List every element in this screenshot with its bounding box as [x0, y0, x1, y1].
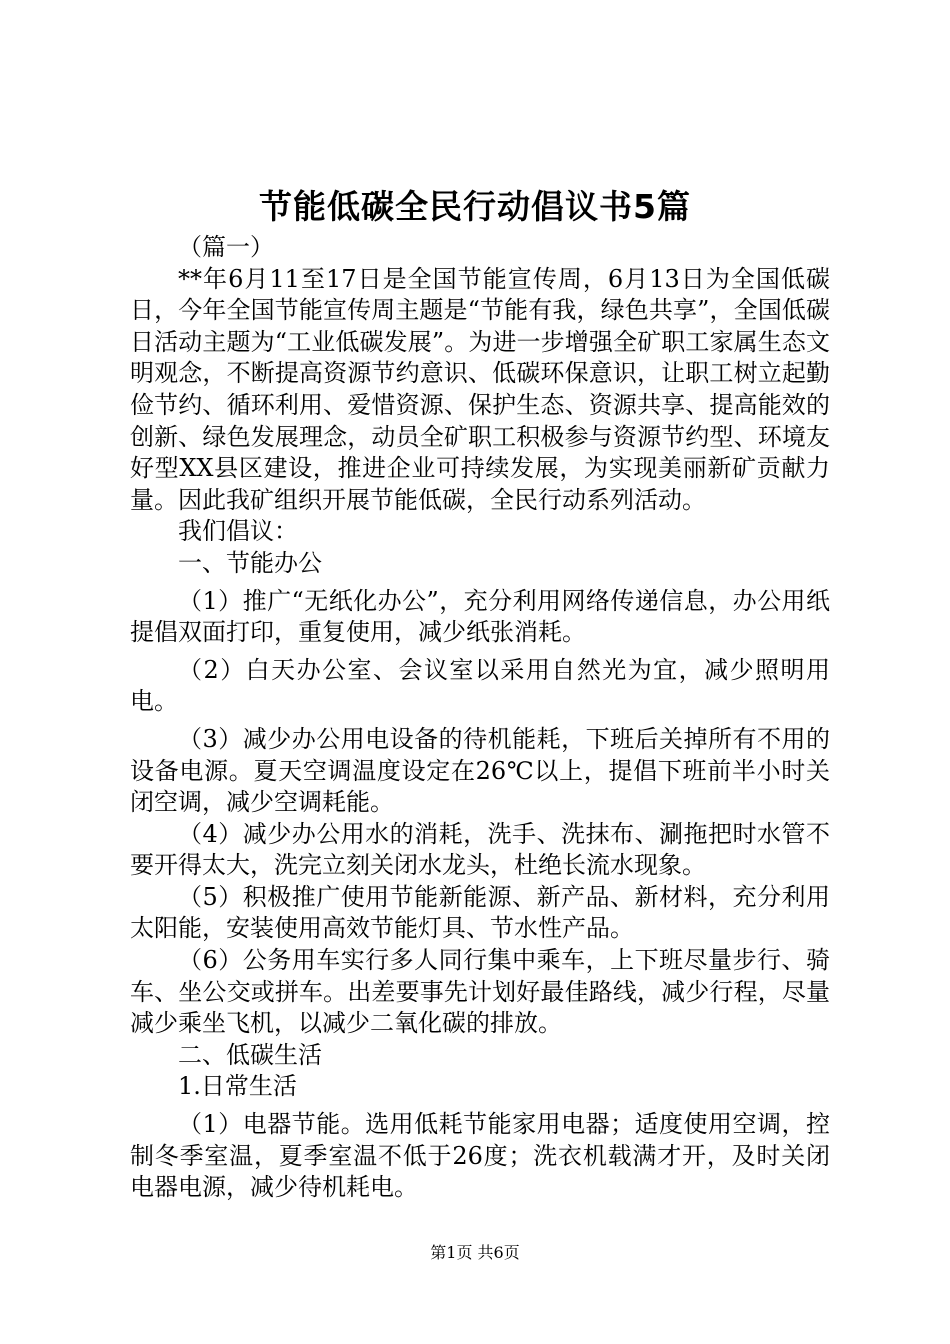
section-heading-office: 一、节能办公	[178, 548, 322, 577]
list-item: （3）减少办公用电设备的待机能耗，下班后关掉所有不用的设备电源。夏天空调温度设定在26℃以上，提倡下班前半小时关闭空调，减少空调耗能。	[130, 724, 830, 817]
list-item: （1）电器节能。选用低耗节能家用电器；适度使用空调，控制冬季室温，夏季室温不低于26度；洗衣机载满才开，及时关闭电器电源，减少待机耗电。	[130, 1110, 830, 1202]
document-title: 节能低碳全民行动倡议书5篇	[259, 187, 691, 226]
list-item: （1）推广“无纸化办公”，充分利用网络传递信息，办公用纸提倡双面打印，重复使用，减少纸张消耗。	[130, 586, 830, 647]
section-label: （篇一）	[178, 233, 274, 261]
list-item: （4）减少办公用水的消耗，洗手、洗抹布、涮拖把时水管不要开得太大，洗完立刻关闭水龙头，杜绝长流水现象。	[130, 819, 830, 880]
proposal-heading: 我们倡议：	[178, 517, 298, 546]
list-item: （6）公务用车实行多人同行集中乘车，上下班尽量步行、骑车、坐公交或拼车。出差要事先计划好最佳路线，减少行程，尽量减少乘坐飞机，以减少二氧化碳的排放。	[130, 946, 830, 1038]
page-footer: 第1页 共6页	[430, 1243, 520, 1262]
intro-paragraph: **年6月11至17日是全国节能宣传周，6月13日为全国低碳日，今年全国节能宣传周主题是“节能有我，绿色共享”，全国低碳日活动主题为“工业低碳发展”。为进一步增强全矿职工家属生态文明观念，不断提高资源节约意识、低碳环保意识，让职工树立起勤俭节约、循环利用、爱惜资源、保护生态、资源共享、提高能效的创新、绿色发展理念，动员全矿职工积极参与资源节约型、环境友好型XX县区建设，推进企业可持续发展，为实现美丽新矿贡献力量。因此我矿组织开展节能低碳，全民行动系列活动。	[130, 264, 830, 514]
list-item: （2）白天办公室、会议室以采用自然光为宜，减少照明用电。	[130, 655, 830, 716]
section-heading-lowcarbon: 二、低碳生活	[178, 1040, 322, 1069]
list-item: （5）积极推广使用节能新能源、新产品、新材料，充分利用太阳能，安装使用高效节能灯具、节水性产品。	[130, 882, 830, 943]
document-body	[130, 232, 830, 1204]
subsection-heading: 1.日常生活	[178, 1072, 297, 1101]
